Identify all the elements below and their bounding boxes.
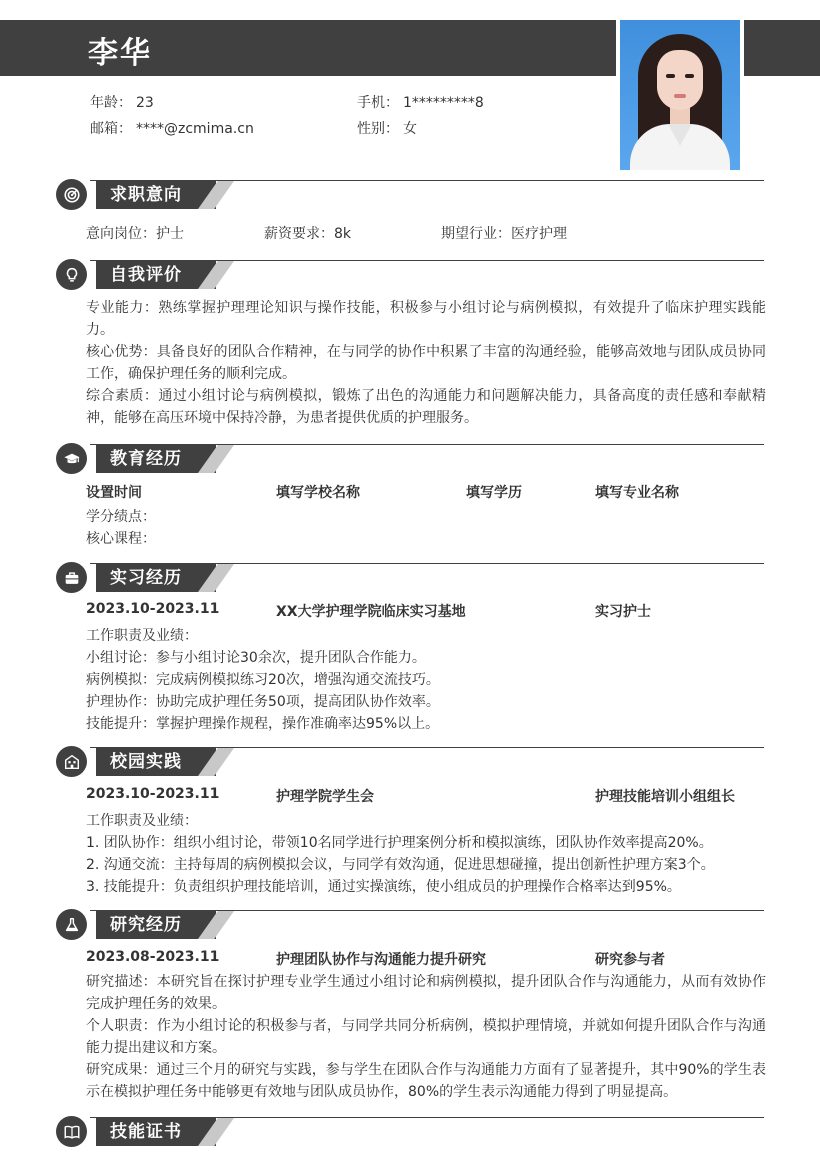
- research-paragraph: 研究描述：本研究旨在探讨护理专业学生通过小组讨论和病例模拟，提升团队合作与沟通能力，从而有效协作完成护理任务的效果。: [86, 974, 766, 1012]
- target-icon: [56, 179, 87, 210]
- graduation-cap-icon: [56, 443, 87, 474]
- intention-position: 意向岗位：护士: [86, 226, 184, 242]
- internship-line: 工作职责及业绩：: [86, 628, 198, 644]
- campus-line: 1. 团队协作：组织小组讨论，带领10名同学进行护理案例分析和模拟演练，团队协作效率提高20%。: [86, 835, 713, 851]
- building-icon: [56, 746, 87, 777]
- section-title-campus: 校园实践: [110, 752, 182, 772]
- campus-role: 护理技能培训小组组长: [595, 789, 735, 805]
- internship-role: 实习护士: [595, 604, 651, 620]
- campus-time: 2023.10-2023.11: [86, 786, 220, 802]
- self-eval-paragraph: 综合素质：通过小组讨论与病例模拟，锻炼了出色的沟通能力和问题解决能力，具备高度的责任感和奉献精神，能够在高压环境中保持冷静，为患者提供优质的护理服务。: [86, 388, 766, 426]
- section-title-skills: 技能证书: [110, 1122, 182, 1142]
- research-paragraph: 个人职责：作为小组讨论的积极参与者，与同学共同分析病例，模拟护理情境，并就如何提升团队合作与沟通能力提出建议和方案。: [86, 1018, 766, 1056]
- education-time: 设置时间: [86, 485, 142, 501]
- internship-line: 技能提升：掌握护理操作规程，操作准确率达95%以上。: [86, 716, 440, 732]
- research-paragraph: 研究成果：通过三个月的研究与实践，参与学生在团队合作与沟通能力方面有了显著提升，其中90%的学生表示在模拟护理任务中能够更有效地与团队成员协作，80%的学生表示沟通能力得到了明显提高。: [86, 1062, 766, 1100]
- age-field: 年龄： 23: [90, 95, 154, 111]
- self-eval-paragraph: 专业能力：熟练掌握护理理论知识与操作技能，积极参与小组讨论与病例模拟，有效提升了临床护理实践能力。: [86, 300, 766, 338]
- lightbulb-icon: [56, 259, 87, 290]
- campus-line: 3. 技能提升：负责组织护理技能培训，通过实操演练，使小组成员的护理操作合格率达到95%。: [86, 879, 681, 895]
- section-title-self-eval: 自我评价: [110, 265, 182, 285]
- section-title-research: 研究经历: [110, 915, 182, 935]
- flask-icon: [56, 909, 87, 940]
- education-degree: 填写学历: [466, 485, 522, 501]
- profile-photo: [620, 20, 740, 170]
- self-eval-paragraph: 核心优势：具备良好的团队合作精神，在与同学的协作中积累了丰富的沟通经验，能够高效地与团队成员协同工作，确保护理任务的顺利完成。: [86, 344, 766, 382]
- education-school: 填写学校名称: [276, 485, 360, 501]
- intention-industry: 期望行业：医疗护理: [441, 226, 567, 242]
- campus-org: 护理学院学生会: [276, 789, 374, 805]
- section-title-internship: 实习经历: [110, 568, 182, 588]
- book-icon: [56, 1116, 87, 1147]
- campus-line: 工作职责及业绩：: [86, 813, 198, 829]
- gender-field: 性别： 女: [357, 121, 417, 137]
- header-bar-right: [744, 20, 820, 76]
- internship-time: 2023.10-2023.11: [86, 601, 220, 617]
- education-courses: 核心课程：: [86, 531, 156, 547]
- internship-org: XX大学护理学院临床实习基地: [276, 604, 466, 620]
- briefcase-icon: [56, 562, 87, 593]
- internship-line: 护理协作：协助完成护理任务50项，提高团队协作效率。: [86, 694, 440, 710]
- intention-salary: 薪资要求：8k: [264, 226, 352, 242]
- research-role: 研究参与者: [595, 952, 665, 968]
- section-title-education: 教育经历: [110, 449, 182, 469]
- internship-line: 小组讨论：参与小组讨论30余次，提升团队合作能力。: [86, 650, 426, 666]
- education-gpa: 学分绩点：: [86, 509, 156, 525]
- section-title-intention: 求职意向: [110, 185, 182, 205]
- email-field: 邮箱： ****@zcmima.cn: [90, 121, 254, 137]
- research-time: 2023.08-2023.11: [86, 949, 220, 965]
- phone-field: 手机： 1*********8: [357, 95, 484, 111]
- internship-line: 病例模拟：完成病例模拟练习20次，增强沟通交流技巧。: [86, 672, 440, 688]
- candidate-name: 李华: [88, 36, 152, 71]
- education-major: 填写专业名称: [595, 485, 679, 501]
- research-project: 护理团队协作与沟通能力提升研究: [276, 952, 486, 968]
- campus-line: 2. 沟通交流：主持每周的病例模拟会议，与同学有效沟通，促进思想碰撞，提出创新性护理方案3个。: [86, 857, 715, 873]
